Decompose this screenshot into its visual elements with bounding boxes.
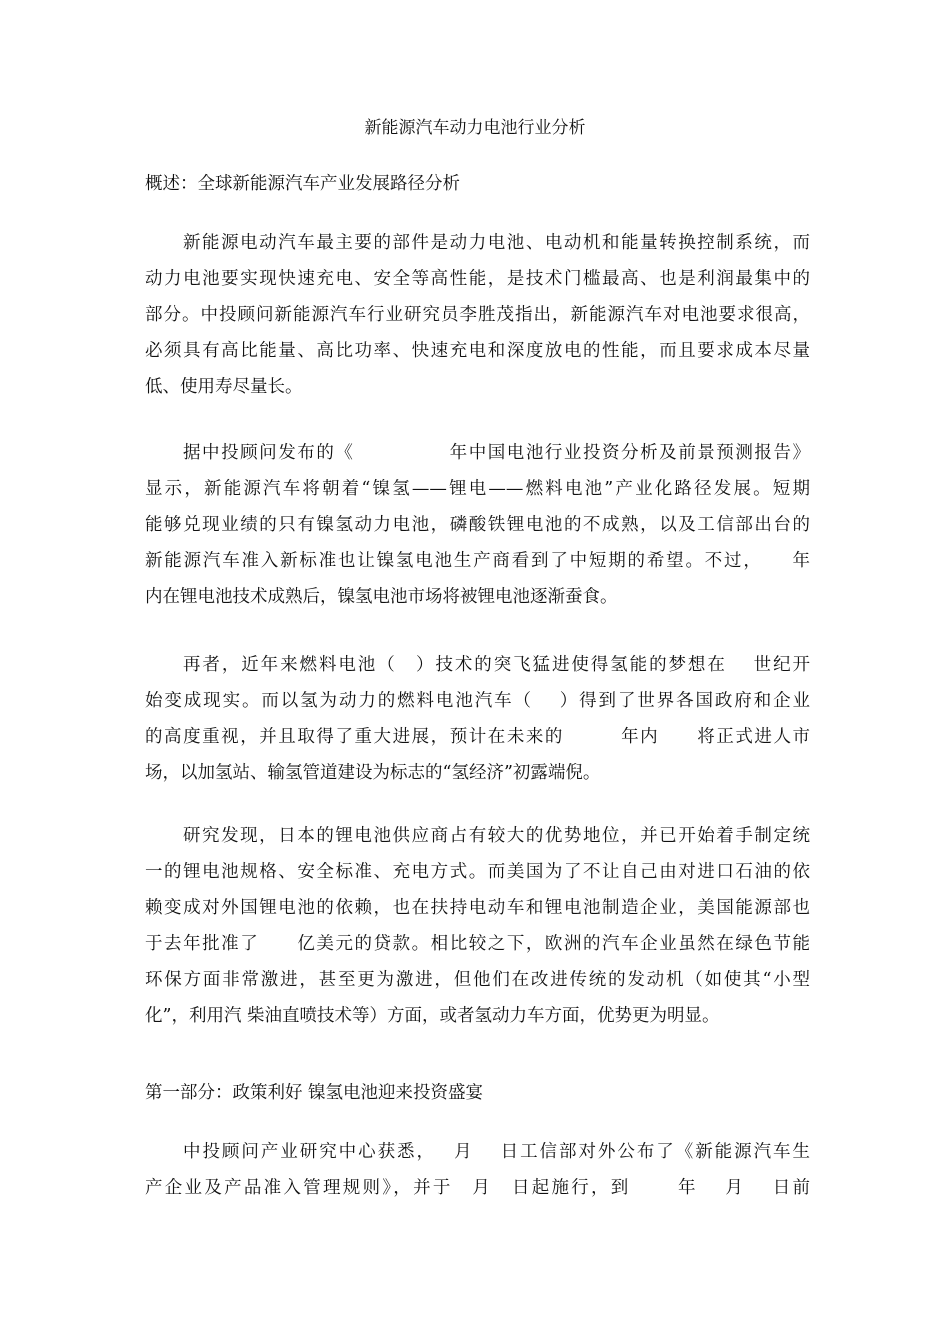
paragraph-line: 一的锂电池规格、安全标准、充电方式。而美国为了不让自己由对进口石油的依 (145, 862, 810, 882)
paragraph-line: 的高度重视，并且取得了重大进展，预计在未来的 年内 将正式进人市 (145, 727, 810, 747)
paragraph-2 (145, 435, 810, 615)
paragraph-1 (145, 225, 810, 405)
paragraph-line: 据中投顾问发布的《 年中国电池行业投资分析及前景预测报告》 (183, 443, 810, 463)
paragraph-line: 产企业及产品准入管理规则》，并于 月 日起施行，到 年 月 日前 (145, 1178, 810, 1198)
paragraph-line: 内在锂电池技术成熟后，镍氢电池市场将被锂电池逐渐蚕食。 (145, 587, 618, 607)
paragraph-3 (145, 647, 810, 791)
paragraph-line: 部分。中投顾问新能源汽车行业研究员李胜茂指出，新能源汽车对电池要求很高， (145, 305, 810, 325)
paragraph-line: 于去年批准了 亿美元的贷款。相比较之下，欧洲的汽车企业虽然在绿色节能 (145, 934, 810, 954)
paragraph-line: 动力电池要实现快速充电、安全等高性能，是技术门槛最高、也是利润最集中的 (145, 269, 810, 289)
paragraph-line: 再者，近年来燃料电池（ ）技术的突飞猛进使得氢能的梦想在 世纪开 (183, 655, 810, 675)
paragraph-line: 显示，新能源汽车将朝着“镍氢——锂电——燃料电池”产业化路径发展。短期 (145, 479, 810, 499)
paragraph-line: 场，以加氢站、输氢管道建设为标志的“氢经济”初露端倪。 (145, 763, 601, 783)
overview-heading: 概述：全球新能源汽车产业发展路径分析 (145, 174, 460, 194)
part1-paragraph (145, 1134, 810, 1206)
paragraph-line: 始变成现实。而以氢为动力的燃料电池汽车（ ）得到了世界各国政府和企业 (145, 691, 810, 711)
paragraph-line: 中投顾问产业研究中心获悉， 月 日工信部对外公布了《新能源汽车生 (183, 1142, 810, 1162)
paragraph-line: 环保方面非常激进，甚至更为激进，但他们在改进传统的发动机（如使其“小型 (145, 970, 810, 990)
paragraph-line: 赖变成对外国锂电池的依赖，也在扶持电动车和锂电池制造企业，美国能源部也 (145, 898, 810, 918)
part1-heading: 第一部分：政策利好 镍氢电池迎来投资盛宴 (145, 1083, 484, 1103)
paragraph-line: 必须具有高比能量、高比功率、快速充电和深度放电的性能，而且要求成本尽量 (145, 341, 810, 361)
paragraph-line: 研究发现，日本的锂电池供应商占有较大的优势地位，并已开始着手制定统 (183, 826, 810, 846)
paragraph-line: 新能源电动汽车最主要的部件是动力电池、电动机和能量转换控制系统，而 (183, 233, 810, 253)
paragraph-4 (145, 818, 810, 1034)
paragraph-line: 新能源汽车准入新标准也让镍氢电池生产商看到了中短期的希望。不过， 年 (145, 551, 810, 571)
paragraph-line: 能够兑现业绩的只有镍氢动力电池，磷酸铁锂电池的不成熟，以及工信部出台的 (145, 515, 810, 535)
paragraph-line: 低、使用寿尽量长。 (145, 377, 303, 397)
document-title: 新能源汽车动力电池行业分析 (364, 118, 586, 138)
paragraph-line: 化”，利用汽 柴油直喷技术等）方面，或者氢动力车方面，优势更为明显。 (145, 1006, 720, 1026)
